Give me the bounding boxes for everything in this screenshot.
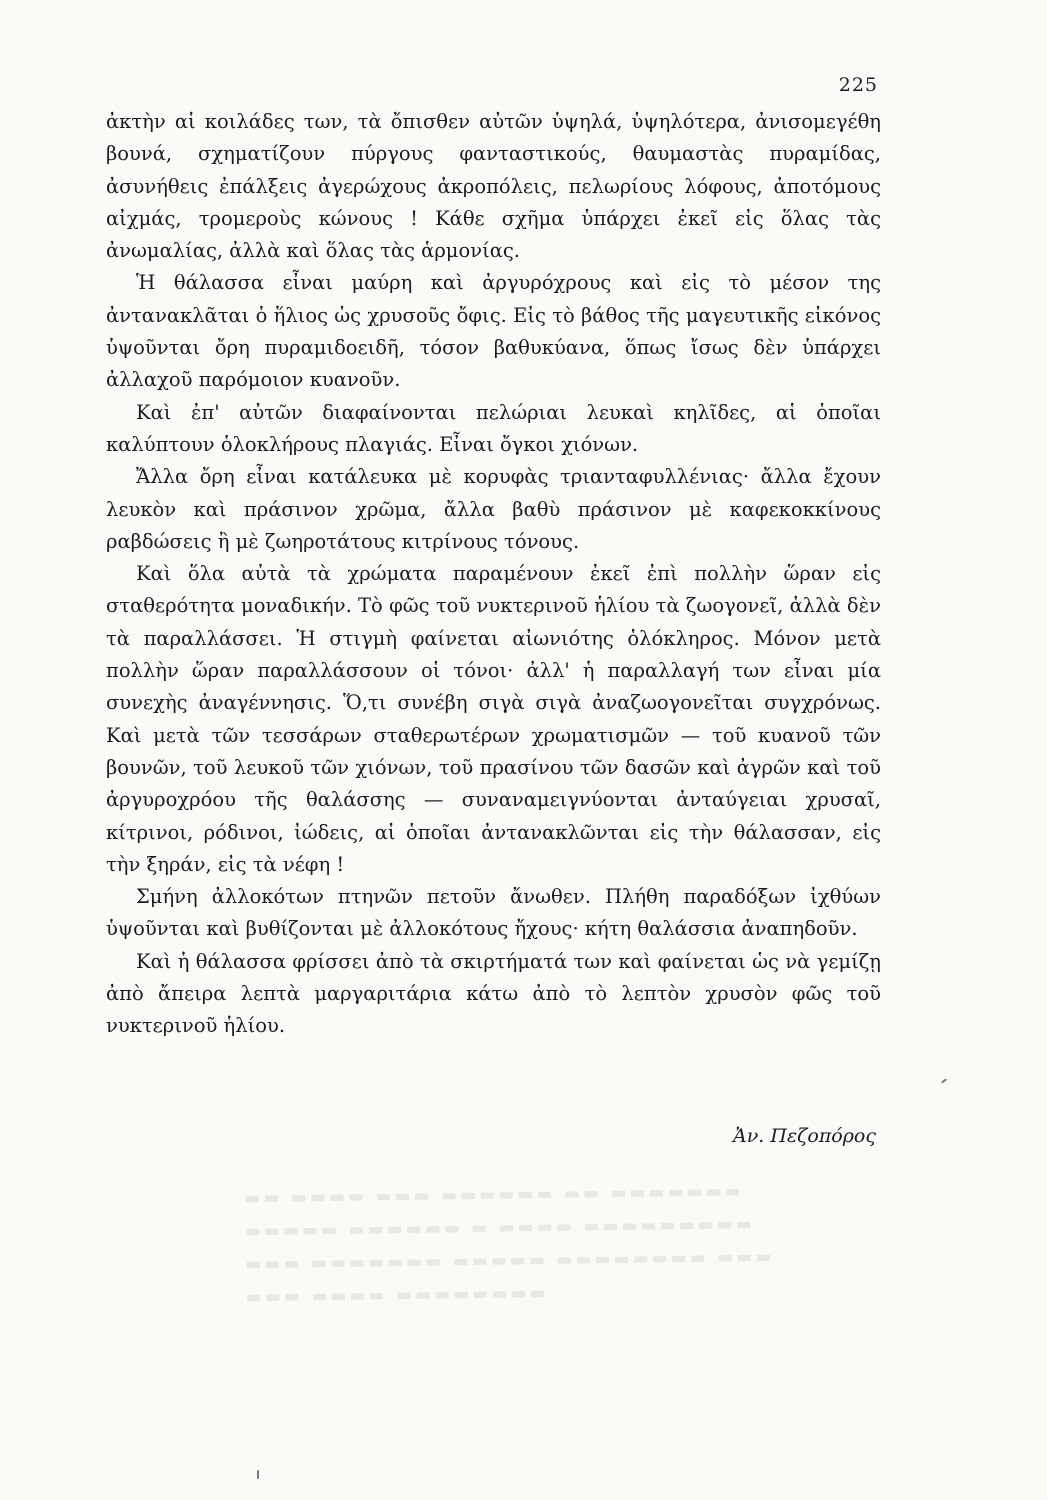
bleed-through-texture: ▬▬ ▬▬▬▬ ▬▬▬ ▬▬▬▬▬▬ ▬▬ ▬▬▬▬▬▬▬ ▬▬▬▬▬ ▬▬▬▬▬▬ ▬ ▬▬▬▬ ▬▬▬▬▬▬▬▬▬ ▬▬▬ ▬▬▬▬▬▬▬ ▬▬▬▬▬ ▬▬▬▬▬▬▬▬ ▬▬▬ ▬▬▬ ▬▬▬▬ ▬▬▬▬▬▬▬▬ bbox=[244, 1181, 775, 1308]
paragraph: Ἄλλα ὄρη εἶναι κατάλευκα μὲ κορυφὰς τριανταφυλλένιας· ἄλλα ἔχουν λευκὸν καὶ πράσινον χρῶμα, ἄλλα βαθὺ πράσινον μὲ καφεκοκκίνους ραβδώσεις ἢ μὲ ζωηροτάτους κιτρίνους τόνους. bbox=[106, 465, 881, 553]
paragraph: Σμήνη ἀλλοκότων πτηνῶν πετοῦν ἄνωθεν. Πλήθη παραδόξων ἰχθύων ὑψοῦνται καὶ βυθίζονται μὲ ἀλλοκότους ἤχους· κήτη θαλάσσια ἀναπηδοῦν. bbox=[106, 885, 881, 941]
ink-speck bbox=[257, 1470, 259, 1479]
author-signature: Ἀν. Πεζοπόρος bbox=[732, 1125, 876, 1147]
paragraph: Καὶ ἐπ' αὐτῶν διαφαίνονται πελώριαι λευκαὶ κηλῖδες, αἱ ὁποῖαι καλύπτουν ὁλοκλήρους πλαγιάς. Εἶναι ὄγκοι χιόνων. bbox=[106, 400, 881, 456]
page-number: 225 bbox=[838, 74, 878, 96]
ink-speck bbox=[941, 1078, 947, 1083]
paragraph: Καὶ ὅλα αὐτὰ τὰ χρώματα παραμένουν ἐκεῖ ἐπὶ πολλὴν ὥραν εἰς σταθερότητα μοναδικήν. Τὸ φῶς τοῦ νυκτερινοῦ ἡλίου τὰ ζωογονεῖ, ἀλλὰ δὲν τὰ παραλλάσσει. Ἡ στιγμὴ φαίνεται αἰωνιότης ὁλόκληρος. Μόνον μετὰ πολλὴν ὥραν παραλλάσσουν οἱ τόνοι· ἀλλ' ἡ παραλλαγή των εἶναι μία συνεχὴς ἀναγέννησις. Ὅ,τι συνέβη σιγὰ σιγὰ ἀναζωογονεῖται συγχρόνως. Καὶ μετὰ τῶν τεσσάρων σταθερωτέρων χρωματισμῶν — τοῦ κυανοῦ τῶν βουνῶν, τοῦ λευκοῦ τῶν χιόνων, τοῦ πρασίνου τῶν δασῶν καὶ ἀγρῶν καὶ τοῦ ἀργυροχρόου τῆς θαλάσσης — συναναμειγνύονται ἀνταύγειαι χρυσαῖ, κίτρινοι, ρόδινοι, ἰώδεις, αἱ ὁποῖαι ἀντανακλῶνται εἰς τὴν θάλασσαν, εἰς τὴν ξηράν, εἰς τὰ νέφη ! bbox=[106, 562, 881, 876]
paragraph: ἀκτὴν αἱ κοιλάδες των, τὰ ὄπισθεν αὐτῶν ὑψηλά, ὑψηλότερα, ἀνισομεγέθη βουνά, σχηματίζουν πύργους φανταστικούς, θαυμαστὰς πυραμίδας, ἀσυνήθεις ἐπάλξεις ἀγερώχους ἀκροπόλεις, πελωρίους λόφους, ἀποτόμους αἰχμάς, τρομεροὺς κώνους ! Κάθε σχῆμα ὑπάρχει ἐκεῖ εἰς ὅλας τὰς ἀνωμαλίας, ἀλλὰ καὶ ὅλας τὰς ἁρμονίας. bbox=[106, 110, 881, 263]
paragraph: Καὶ ἡ θάλασσα φρίσσει ἀπὸ τὰ σκιρτήματά των καὶ φαίνεται ὡς νὰ γεμίζῃ ἀπὸ ἄπειρα λεπτὰ μαργαριτάρια κάτω ἀπὸ τὸ λεπτὸν χρυσὸν φῶς τοῦ νυκτερινοῦ ἡλίου. bbox=[106, 949, 881, 1038]
body-text bbox=[106, 106, 881, 1043]
paragraph: Ἡ θάλασσα εἶναι μαύρη καὶ ἀργυρόχρους καὶ εἰς τὸ μέσον της ἀντανακλᾶται ὁ ἥλιος ὡς χρυσοῦς ὄφις. Εἰς τὸ βάθος τῆς μαγευτικῆς εἰκόνος ὑψοῦνται ὄρη πυραμιδοειδῆ, τόσον βαθυκύανα, ὅπως ἴσως δὲν ὑπάρχει ἀλλαχοῦ παρόμοιον κυανοῦν. bbox=[106, 271, 881, 392]
